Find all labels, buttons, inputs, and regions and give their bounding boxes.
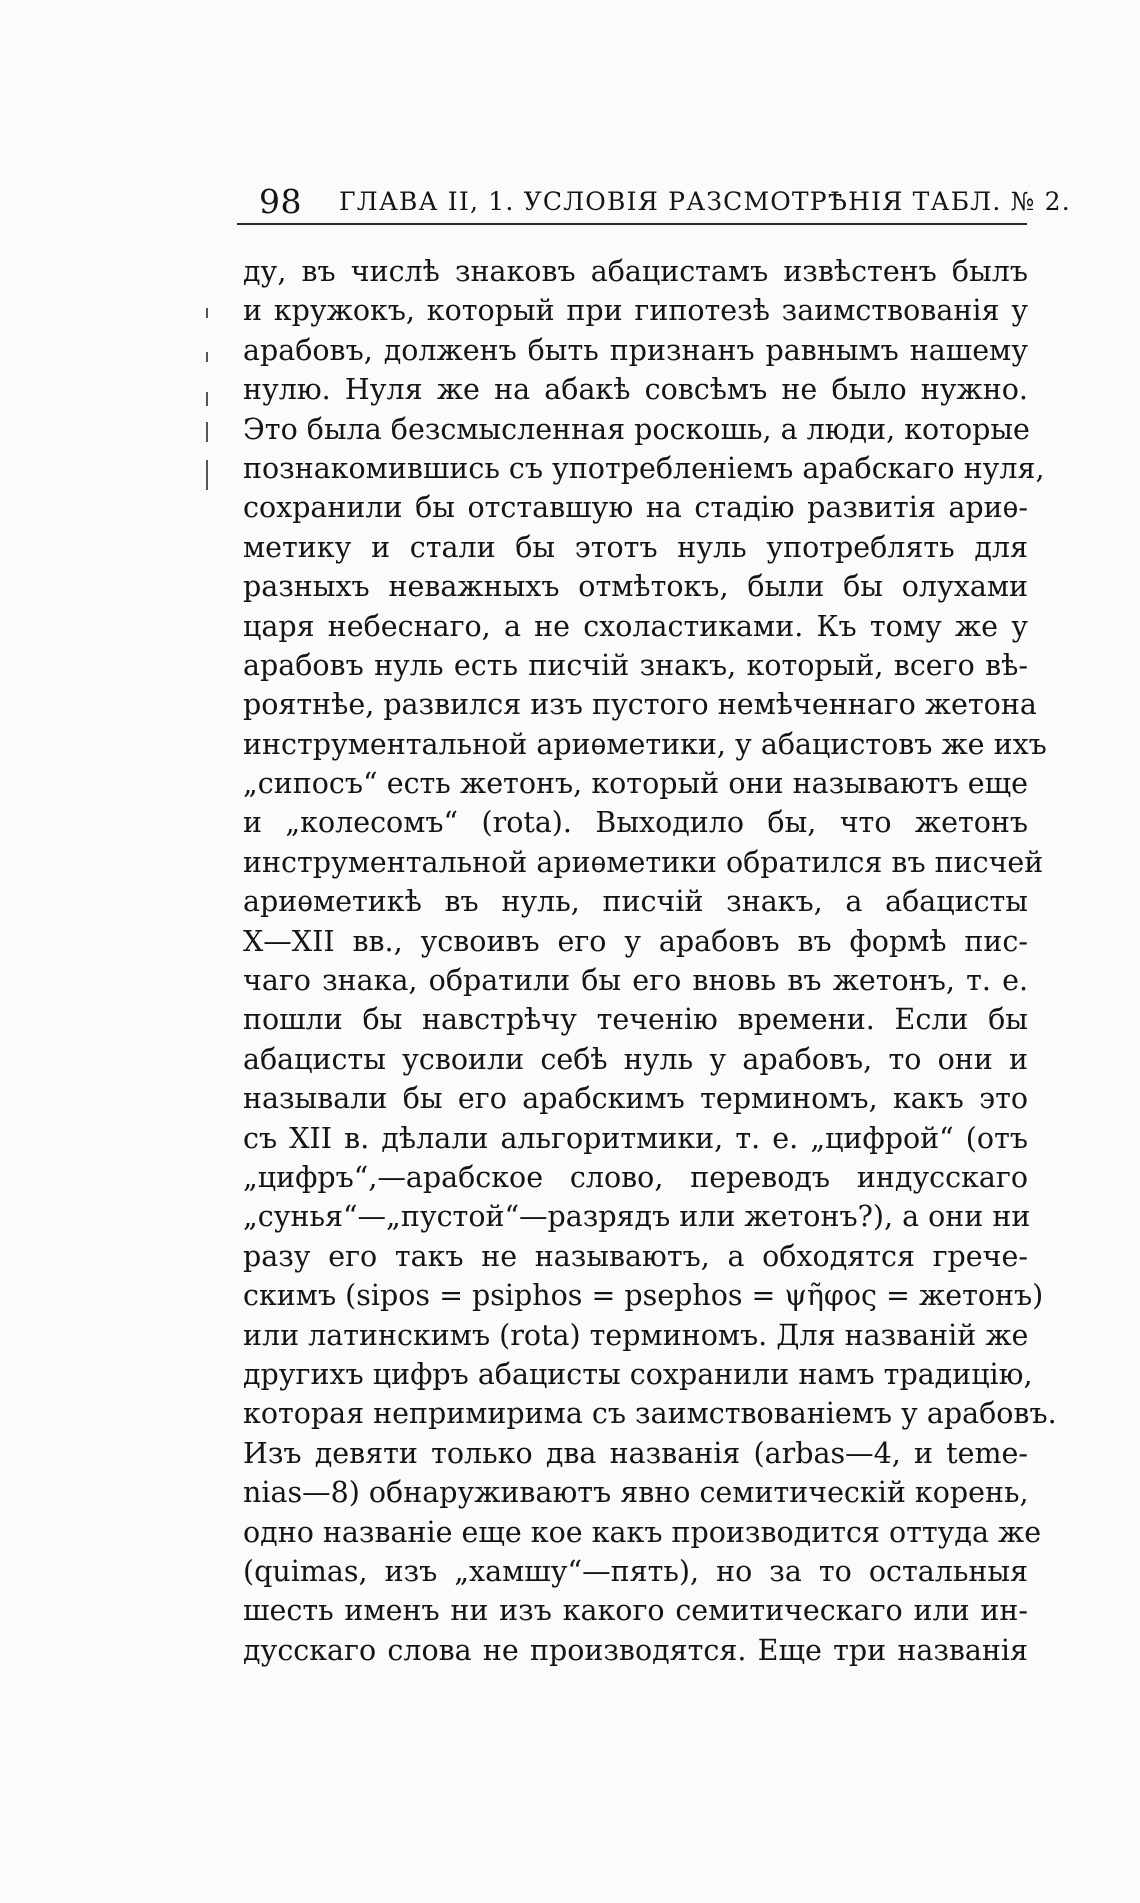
page-header	[237, 178, 1071, 226]
text-line: сохранили бы отставшую на стадію развитія ариѳ-	[243, 491, 1028, 525]
text-line: (quimas, изъ „хамшу“—пять), но за то остальныя	[243, 1554, 1028, 1588]
text-line: арабовъ, долженъ быть признанъ равнымъ нашему	[243, 333, 1028, 367]
margin-mark	[206, 308, 208, 318]
text-line: арабовъ нуль есть писчій знакъ, который, всего вѣ-	[243, 648, 1028, 682]
text-line: называли бы его арабскимъ терминомъ, какъ это	[243, 1082, 1028, 1116]
text-line: „цифръ“,—арабское слово, переводъ индусскаго	[243, 1160, 1028, 1194]
running-head: ГЛАВА II, 1. УСЛОВІЯ РАЗСМОТРѢНІЯ ТАБЛ. № 2.	[339, 187, 1071, 216]
header-rule	[237, 223, 1027, 225]
text-line: ду, въ числѣ знаковъ абацистамъ извѣстенъ былъ	[243, 255, 1028, 288]
text-line: абацисты усвоили себѣ нуль у арабовъ, то они и	[243, 1042, 1028, 1076]
margin-mark	[206, 460, 208, 490]
text-line: и кружокъ, который при гипотезѣ заимствованія у	[243, 294, 1028, 328]
text-line: скимъ (sipos = psiphos = psephos = ψῆφος = жетонъ)	[243, 1279, 1044, 1313]
margin-pencil-marks	[203, 300, 213, 500]
page-number: 98	[259, 182, 302, 221]
margin-mark	[206, 422, 208, 442]
text-line: X—XII вв., усвоивъ его у арабовъ въ формѣ пис-	[243, 924, 1028, 958]
text-line: царя небеснаго, а не схоластиками. Къ тому же у	[243, 609, 1028, 643]
text-line: метику и стали бы этотъ нуль употреблять для	[243, 530, 1028, 564]
text-line: инструментальной ариѳметики обратился въ писчей	[243, 845, 1044, 879]
text-line: ариѳметикѣ въ нуль, писчій знакъ, а абацисты	[243, 885, 1028, 919]
text-line: разу его такъ не называютъ, а обходятся грече-	[243, 1239, 1028, 1273]
text-line: Изъ девяти только два названія (arbas—4, и teme-	[243, 1436, 1028, 1470]
text-line: роятнѣе, развился изъ пустого немѣченнаго жетона	[243, 688, 1037, 722]
text-line: одно названіе еще кое какъ производится оттуда же	[243, 1515, 1042, 1549]
text-line: познакомившись съ употребленіемъ арабскаго нуля,	[243, 451, 1045, 485]
text-line: дусскаго слова не производятся. Еще три названія	[243, 1633, 1028, 1667]
text-line: пошли бы навстрѣчу теченію времени. Если бы	[243, 1003, 1028, 1037]
text-line: съ XII в. дѣлали альгоритмики, т. е. „цифрой“ (отъ	[243, 1121, 1028, 1155]
margin-mark	[206, 352, 208, 362]
text-line: чаго знака, обратили бы его вновь въ жетонъ, т. е.	[243, 964, 1028, 998]
text-line: другихъ цифръ абацисты сохранили намъ традицію,	[243, 1357, 1033, 1391]
text-line: и „колесомъ“ (rota). Выходило бы, что жетонъ	[243, 806, 1028, 840]
text-line: шесть именъ ни изъ какого семитическаго или ин-	[243, 1594, 1028, 1628]
text-line: нулю. Нуля же на абакѣ совсѣмъ не было нужно.	[243, 373, 1028, 407]
body-text	[243, 252, 1057, 1670]
text-line: или латинскимъ (rota) терминомъ. Для названій же	[243, 1318, 1029, 1352]
text-line: которая непримирима съ заимствованіемъ у арабовъ.	[243, 1397, 1057, 1431]
text-line: nias—8) обнаруживаютъ явно семитическій корень,	[243, 1476, 1029, 1510]
text-line: „сипосъ“ есть жетонъ, который они называютъ еще	[243, 767, 1028, 801]
text-line: Это была безсмысленная роскошь, а люди, которые	[243, 412, 1030, 446]
text-line: разныхъ неважныхъ отмѣтокъ, были бы олухами	[243, 570, 1028, 604]
margin-mark	[206, 392, 208, 406]
text-line: „сунья“—„пустой“—разрядъ или жетонъ?), а они ни	[243, 1200, 1031, 1234]
text-line: инструментальной ариѳметики, у абацистовъ же ихъ	[243, 727, 1047, 761]
